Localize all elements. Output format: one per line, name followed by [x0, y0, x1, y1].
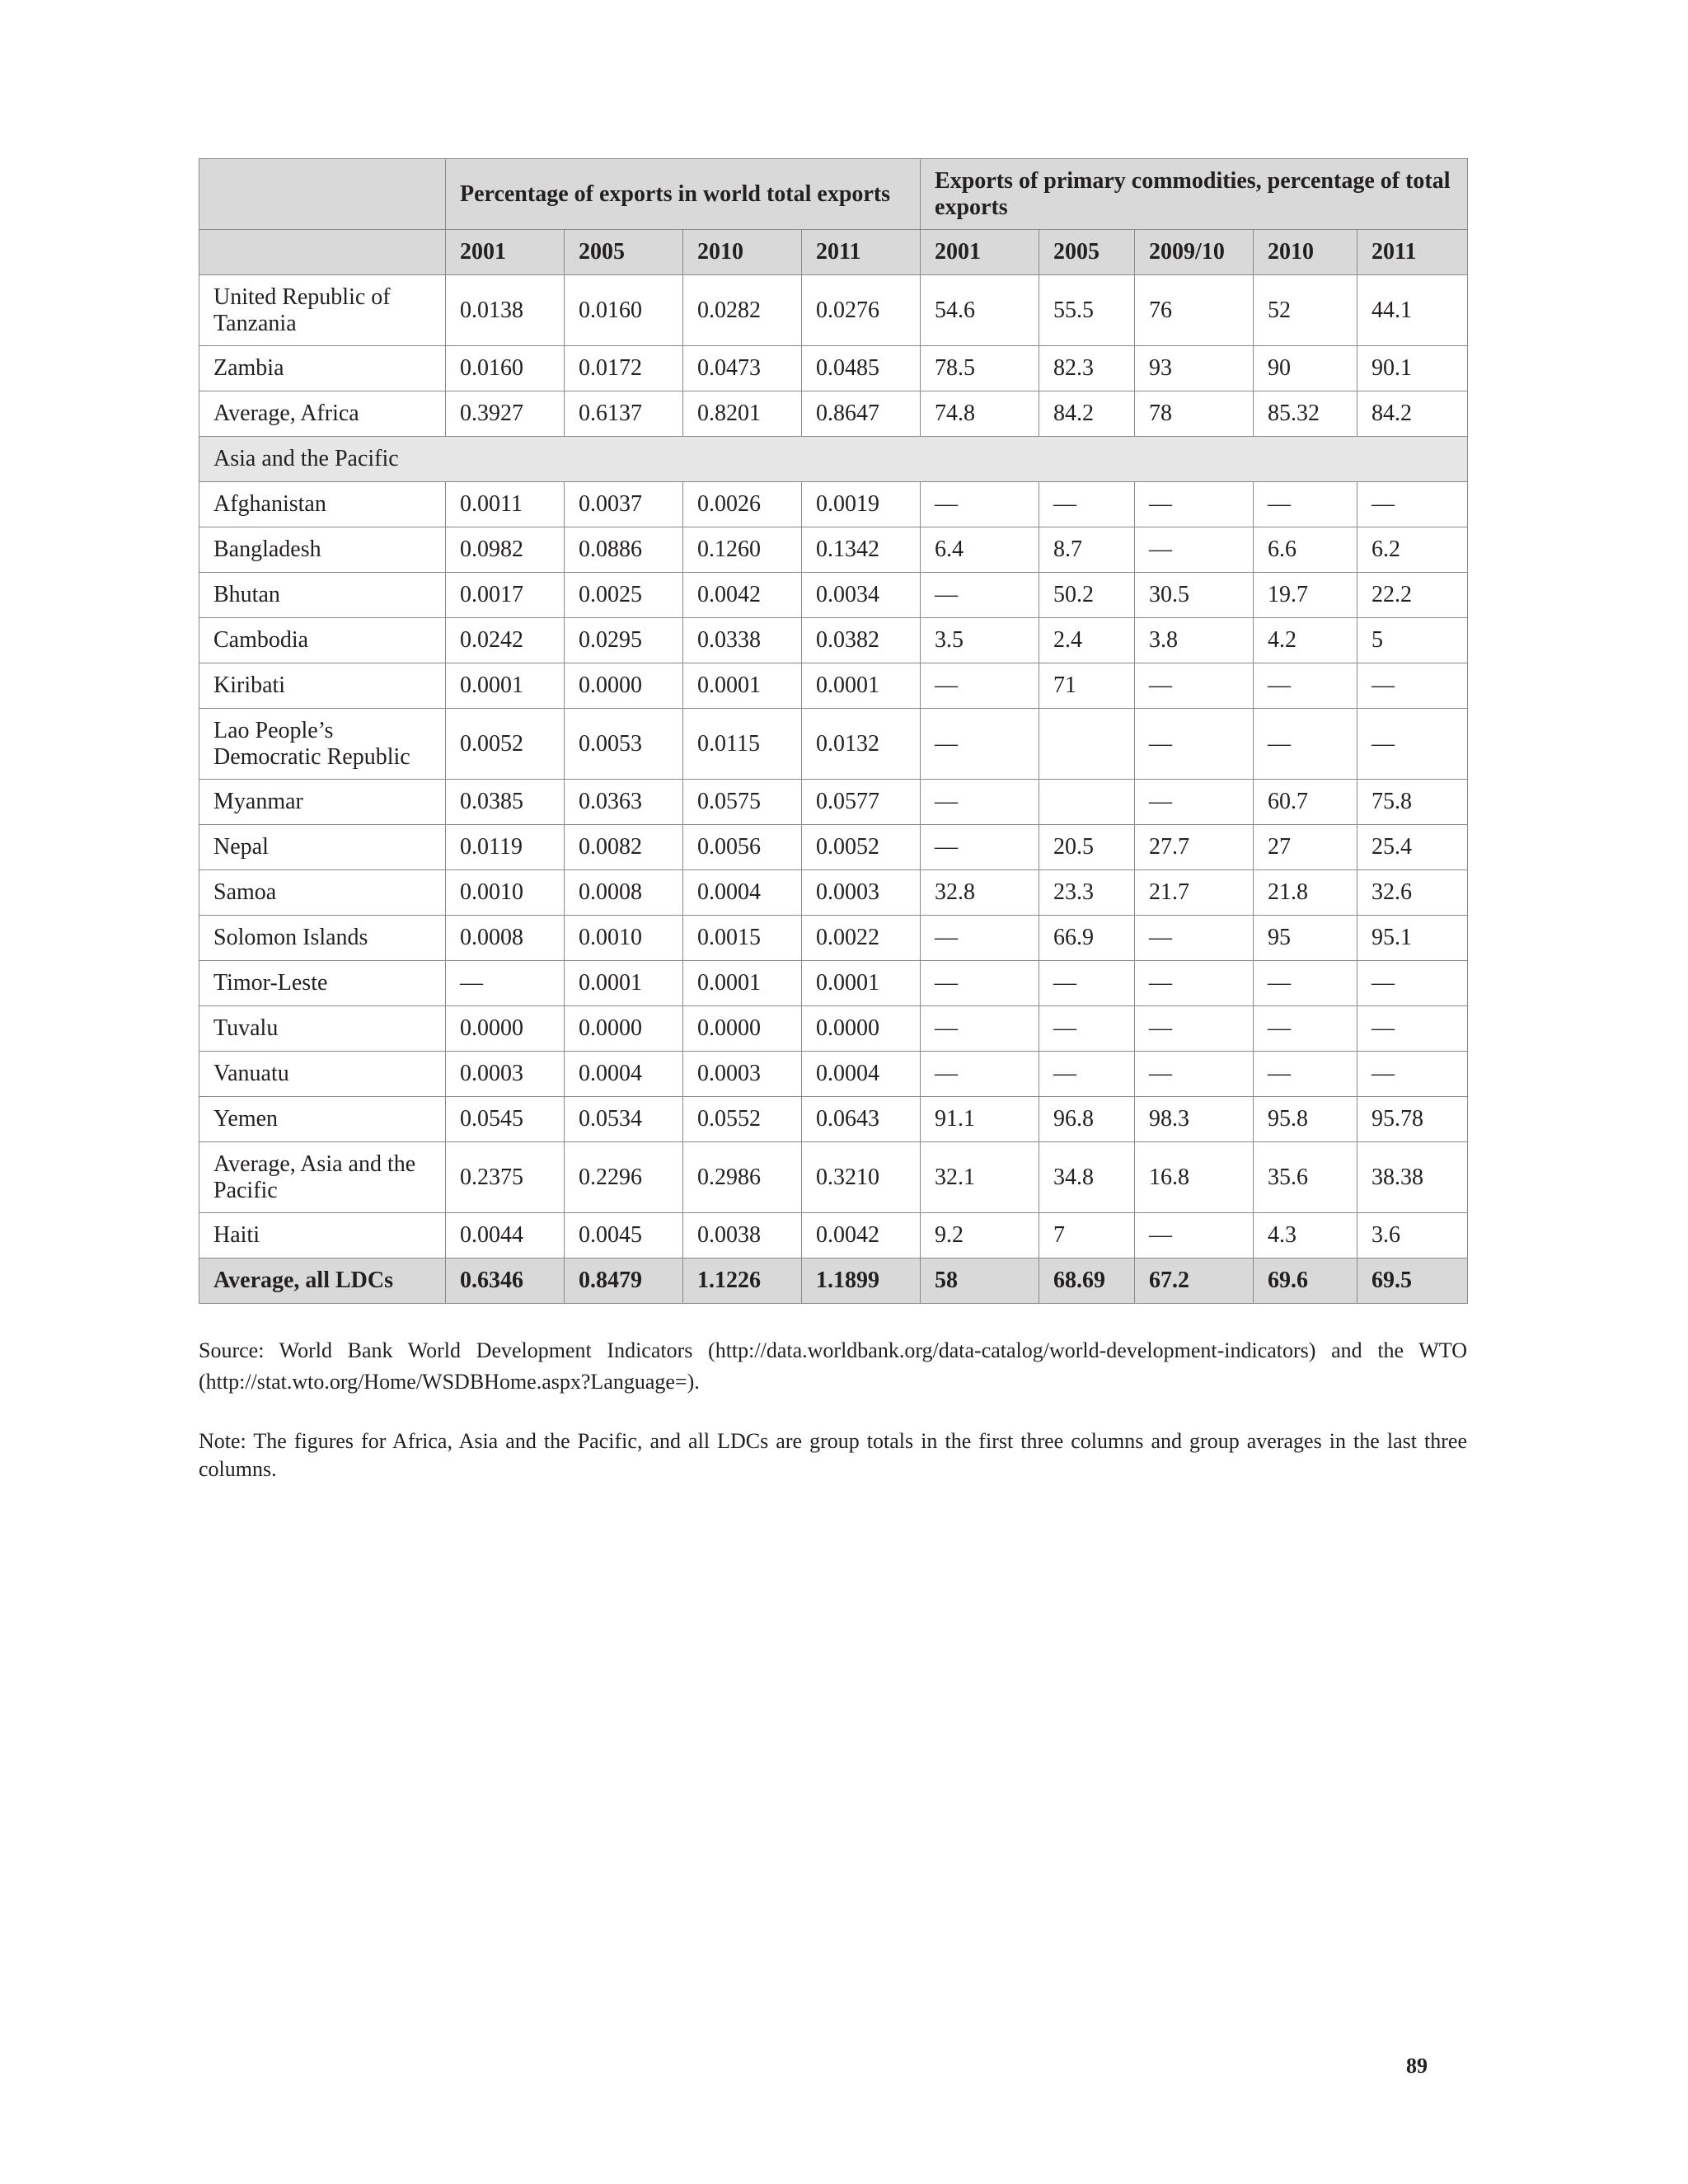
- year-header: 2011: [1357, 230, 1468, 275]
- table-row: [199, 346, 1468, 391]
- value-cell: 16.8: [1135, 1142, 1254, 1213]
- value-cell: 54.6: [921, 275, 1039, 346]
- value-cell: 60.7: [1254, 780, 1357, 825]
- value-cell: 0.3210: [802, 1142, 921, 1213]
- value-cell: 8.7: [1039, 527, 1135, 573]
- value-cell: —: [1254, 482, 1357, 527]
- value-cell: 0.0008: [446, 916, 565, 961]
- value-cell: 0.0003: [683, 1052, 802, 1097]
- value-cell: —: [1357, 961, 1468, 1006]
- country-cell: Myanmar: [199, 780, 446, 825]
- region-row: [199, 437, 1468, 482]
- value-cell: 3.8: [1135, 618, 1254, 663]
- value-cell: 0.0044: [446, 1213, 565, 1258]
- value-cell: —: [1135, 961, 1254, 1006]
- value-cell: 5: [1357, 618, 1468, 663]
- value-cell: 3.5: [921, 618, 1039, 663]
- value-cell: 0.0643: [802, 1097, 921, 1142]
- table-row: [199, 709, 1468, 780]
- value-cell: 0.0056: [683, 825, 802, 870]
- country-cell: Tuvalu: [199, 1006, 446, 1052]
- value-cell: 32.8: [921, 870, 1039, 916]
- value-cell: 1.1899: [802, 1258, 921, 1304]
- value-cell: 0.0545: [446, 1097, 565, 1142]
- table-row: [199, 1258, 1468, 1304]
- value-cell: 84.2: [1039, 391, 1135, 437]
- value-cell: —: [921, 663, 1039, 709]
- value-cell: 32.6: [1357, 870, 1468, 916]
- value-cell: 0.0295: [565, 618, 683, 663]
- value-cell: 0.0160: [446, 346, 565, 391]
- country-cell: Average, Asia and the Pacific: [199, 1142, 446, 1213]
- value-cell: —: [921, 780, 1039, 825]
- value-cell: —: [1039, 1006, 1135, 1052]
- group-header-empty: [199, 159, 446, 230]
- value-cell: —: [1357, 663, 1468, 709]
- value-cell: 0.0037: [565, 482, 683, 527]
- value-cell: 68.69: [1039, 1258, 1135, 1304]
- table-row: [199, 1006, 1468, 1052]
- value-cell: 0.0473: [683, 346, 802, 391]
- value-cell: 50.2: [1039, 573, 1135, 618]
- value-cell: 96.8: [1039, 1097, 1135, 1142]
- value-cell: —: [1135, 1006, 1254, 1052]
- value-cell: 0.0045: [565, 1213, 683, 1258]
- country-cell: Vanuatu: [199, 1052, 446, 1097]
- country-cell: Cambodia: [199, 618, 446, 663]
- value-cell: 98.3: [1135, 1097, 1254, 1142]
- value-cell: 84.2: [1357, 391, 1468, 437]
- value-cell: —: [1135, 482, 1254, 527]
- table-row: [199, 573, 1468, 618]
- value-cell: 27.7: [1135, 825, 1254, 870]
- year-header: 2011: [802, 230, 921, 275]
- country-cell: Kiribati: [199, 663, 446, 709]
- value-cell: 0.0534: [565, 1097, 683, 1142]
- country-cell: Average, Africa: [199, 391, 446, 437]
- country-cell: Nepal: [199, 825, 446, 870]
- value-cell: 0.0052: [446, 709, 565, 780]
- value-cell: 0.0886: [565, 527, 683, 573]
- value-cell: 27: [1254, 825, 1357, 870]
- value-cell: 0.0119: [446, 825, 565, 870]
- value-cell: 0.0004: [683, 870, 802, 916]
- value-cell: 0.0042: [802, 1213, 921, 1258]
- value-cell: 0.0575: [683, 780, 802, 825]
- value-cell: 0.0008: [565, 870, 683, 916]
- value-cell: 0.0363: [565, 780, 683, 825]
- value-cell: 0.0004: [565, 1052, 683, 1097]
- year-header: 2001: [921, 230, 1039, 275]
- value-cell: 6.6: [1254, 527, 1357, 573]
- table-row: [199, 391, 1468, 437]
- value-cell: 0.3927: [446, 391, 565, 437]
- table-row: [199, 1142, 1468, 1213]
- value-cell: —: [1039, 482, 1135, 527]
- value-cell: 0.0552: [683, 1097, 802, 1142]
- value-cell: 95.8: [1254, 1097, 1357, 1142]
- value-cell: 78: [1135, 391, 1254, 437]
- value-cell: —: [1135, 916, 1254, 961]
- table-row: [199, 527, 1468, 573]
- table-row: [199, 870, 1468, 916]
- value-cell: 71: [1039, 663, 1135, 709]
- value-cell: 6.2: [1357, 527, 1468, 573]
- value-cell: —: [1357, 1006, 1468, 1052]
- value-cell: 0.0138: [446, 275, 565, 346]
- value-cell: —: [921, 482, 1039, 527]
- country-cell: Bhutan: [199, 573, 446, 618]
- value-cell: 0.0172: [565, 346, 683, 391]
- value-cell: —: [921, 1052, 1039, 1097]
- value-cell: 0.0010: [565, 916, 683, 961]
- value-cell: 7: [1039, 1213, 1135, 1258]
- value-cell: 0.0485: [802, 346, 921, 391]
- value-cell: 95: [1254, 916, 1357, 961]
- value-cell: 4.3: [1254, 1213, 1357, 1258]
- value-cell: —: [921, 916, 1039, 961]
- group-header-world-exports: Percentage of exports in world total exports: [446, 159, 921, 230]
- value-cell: 0.0000: [565, 1006, 683, 1052]
- table-row: [199, 663, 1468, 709]
- country-cell: Haiti: [199, 1213, 446, 1258]
- value-cell: 0.0160: [565, 275, 683, 346]
- value-cell: 0.8479: [565, 1258, 683, 1304]
- value-cell: 30.5: [1135, 573, 1254, 618]
- value-cell: 52: [1254, 275, 1357, 346]
- value-cell: 0.0242: [446, 618, 565, 663]
- value-cell: 0.0010: [446, 870, 565, 916]
- footnote: Note: The figures for Africa, Asia and the Pacific, and all LDCs are group totals in the first three columns and group averages in the last three columns.: [199, 1429, 1467, 1481]
- value-cell: 0.0004: [802, 1052, 921, 1097]
- table-row: [199, 618, 1468, 663]
- value-cell: 0.0115: [683, 709, 802, 780]
- value-cell: —: [1254, 663, 1357, 709]
- value-cell: 22.2: [1357, 573, 1468, 618]
- year-header: 2005: [1039, 230, 1135, 275]
- group-header-row: [199, 159, 1468, 230]
- value-cell: —: [1135, 1052, 1254, 1097]
- table-row: [199, 780, 1468, 825]
- value-cell: [1039, 780, 1135, 825]
- year-header: 2001: [446, 230, 565, 275]
- value-cell: 93: [1135, 346, 1254, 391]
- value-cell: 0.6137: [565, 391, 683, 437]
- value-cell: —: [1254, 961, 1357, 1006]
- year-header: 2005: [565, 230, 683, 275]
- value-cell: 44.1: [1357, 275, 1468, 346]
- value-cell: 34.8: [1039, 1142, 1135, 1213]
- value-cell: 0.1260: [683, 527, 802, 573]
- year-header: 2009/10: [1135, 230, 1254, 275]
- value-cell: 0.0022: [802, 916, 921, 961]
- table-row: [199, 825, 1468, 870]
- value-cell: 0.0338: [683, 618, 802, 663]
- value-cell: 85.32: [1254, 391, 1357, 437]
- value-cell: 23.3: [1039, 870, 1135, 916]
- value-cell: —: [1135, 663, 1254, 709]
- value-cell: 0.0052: [802, 825, 921, 870]
- value-cell: 67.2: [1135, 1258, 1254, 1304]
- value-cell: 0.0026: [683, 482, 802, 527]
- value-cell: 74.8: [921, 391, 1039, 437]
- value-cell: —: [1254, 709, 1357, 780]
- value-cell: 38.38: [1357, 1142, 1468, 1213]
- value-cell: 4.2: [1254, 618, 1357, 663]
- value-cell: 21.8: [1254, 870, 1357, 916]
- value-cell: 0.0038: [683, 1213, 802, 1258]
- country-cell: United Republic of Tanzania: [199, 275, 446, 346]
- value-cell: 0.0982: [446, 527, 565, 573]
- value-cell: 0.0001: [446, 663, 565, 709]
- value-cell: 0.0132: [802, 709, 921, 780]
- table-row: [199, 1052, 1468, 1097]
- year-header-row: [199, 230, 1468, 275]
- country-cell: Average, all LDCs: [199, 1258, 446, 1304]
- table-row: [199, 1097, 1468, 1142]
- value-cell: —: [1135, 527, 1254, 573]
- value-cell: 0.0017: [446, 573, 565, 618]
- value-cell: 69.6: [1254, 1258, 1357, 1304]
- value-cell: 0.2375: [446, 1142, 565, 1213]
- table-row: [199, 482, 1468, 527]
- country-cell: Solomon Islands: [199, 916, 446, 961]
- value-cell: 0.0003: [446, 1052, 565, 1097]
- value-cell: 0.8647: [802, 391, 921, 437]
- value-cell: 0.0000: [565, 663, 683, 709]
- region-label: Asia and the Pacific: [199, 437, 1468, 482]
- value-cell: 25.4: [1357, 825, 1468, 870]
- value-cell: 1.1226: [683, 1258, 802, 1304]
- value-cell: 0.0053: [565, 709, 683, 780]
- value-cell: —: [1357, 709, 1468, 780]
- value-cell: —: [921, 709, 1039, 780]
- ldc-exports-table: [199, 158, 1468, 1304]
- value-cell: 32.1: [921, 1142, 1039, 1213]
- value-cell: 82.3: [1039, 346, 1135, 391]
- year-header: 2010: [683, 230, 802, 275]
- value-cell: —: [1357, 1052, 1468, 1097]
- table-row: [199, 275, 1468, 346]
- source-note: Source: World Bank World Development Indicators (http://data.worldbank.org/data-catalog/world-development-indicators) and the WTO (http://stat.wto.org/Home/WSDBHome.aspx?Language=).: [199, 1338, 1467, 1394]
- value-cell: —: [1135, 780, 1254, 825]
- value-cell: 0.0385: [446, 780, 565, 825]
- country-cell: Zambia: [199, 346, 446, 391]
- value-cell: 76: [1135, 275, 1254, 346]
- value-cell: 0.8201: [683, 391, 802, 437]
- value-cell: —: [1039, 961, 1135, 1006]
- value-cell: 9.2: [921, 1213, 1039, 1258]
- value-cell: 3.6: [1357, 1213, 1468, 1258]
- value-cell: 0.0001: [802, 961, 921, 1006]
- value-cell: —: [921, 825, 1039, 870]
- country-cell: Lao People’s Democratic Republic: [199, 709, 446, 780]
- value-cell: 0.0001: [683, 663, 802, 709]
- table-body: [199, 275, 1468, 1304]
- value-cell: 66.9: [1039, 916, 1135, 961]
- value-cell: —: [1357, 482, 1468, 527]
- table-row: [199, 961, 1468, 1006]
- value-cell: [1039, 709, 1135, 780]
- value-cell: 19.7: [1254, 573, 1357, 618]
- value-cell: —: [1254, 1052, 1357, 1097]
- value-cell: —: [1039, 1052, 1135, 1097]
- page-number: 89: [1406, 2054, 1428, 2078]
- country-cell: Yemen: [199, 1097, 446, 1142]
- value-cell: —: [446, 961, 565, 1006]
- value-cell: 0.0015: [683, 916, 802, 961]
- value-cell: 55.5: [1039, 275, 1135, 346]
- value-cell: 0.0019: [802, 482, 921, 527]
- year-header: [199, 230, 446, 275]
- group-header-primary-commodities: Exports of primary commodities, percentage of total exports: [921, 159, 1468, 230]
- value-cell: 95.78: [1357, 1097, 1468, 1142]
- value-cell: 0.0042: [683, 573, 802, 618]
- value-cell: 35.6: [1254, 1142, 1357, 1213]
- value-cell: 0.0000: [446, 1006, 565, 1052]
- country-cell: Afghanistan: [199, 482, 446, 527]
- value-cell: 90.1: [1357, 346, 1468, 391]
- table-row: [199, 1213, 1468, 1258]
- value-cell: 58: [921, 1258, 1039, 1304]
- country-cell: Timor-Leste: [199, 961, 446, 1006]
- value-cell: 2.4: [1039, 618, 1135, 663]
- value-cell: 0.1342: [802, 527, 921, 573]
- value-cell: —: [1135, 709, 1254, 780]
- year-header: 2010: [1254, 230, 1357, 275]
- value-cell: —: [921, 1006, 1039, 1052]
- value-cell: 75.8: [1357, 780, 1468, 825]
- value-cell: 0.0000: [683, 1006, 802, 1052]
- value-cell: —: [1254, 1006, 1357, 1052]
- value-cell: 0.0577: [802, 780, 921, 825]
- value-cell: 0.0276: [802, 275, 921, 346]
- value-cell: 0.0003: [802, 870, 921, 916]
- value-cell: —: [921, 573, 1039, 618]
- value-cell: 0.0025: [565, 573, 683, 618]
- value-cell: 0.2296: [565, 1142, 683, 1213]
- value-cell: 95.1: [1357, 916, 1468, 961]
- value-cell: 91.1: [921, 1097, 1039, 1142]
- value-cell: —: [921, 961, 1039, 1006]
- value-cell: 0.0001: [565, 961, 683, 1006]
- value-cell: 0.0382: [802, 618, 921, 663]
- value-cell: 0.0001: [802, 663, 921, 709]
- value-cell: 90: [1254, 346, 1357, 391]
- value-cell: 21.7: [1135, 870, 1254, 916]
- value-cell: 78.5: [921, 346, 1039, 391]
- value-cell: 0.0282: [683, 275, 802, 346]
- country-cell: Samoa: [199, 870, 446, 916]
- value-cell: —: [1135, 1213, 1254, 1258]
- value-cell: 0.0034: [802, 573, 921, 618]
- value-cell: 20.5: [1039, 825, 1135, 870]
- table-row: [199, 916, 1468, 961]
- value-cell: 0.0011: [446, 482, 565, 527]
- value-cell: 0.0000: [802, 1006, 921, 1052]
- value-cell: 6.4: [921, 527, 1039, 573]
- value-cell: 0.0001: [683, 961, 802, 1006]
- value-cell: 0.0082: [565, 825, 683, 870]
- value-cell: 0.2986: [683, 1142, 802, 1213]
- value-cell: 69.5: [1357, 1258, 1468, 1304]
- value-cell: 0.6346: [446, 1258, 565, 1304]
- country-cell: Bangladesh: [199, 527, 446, 573]
